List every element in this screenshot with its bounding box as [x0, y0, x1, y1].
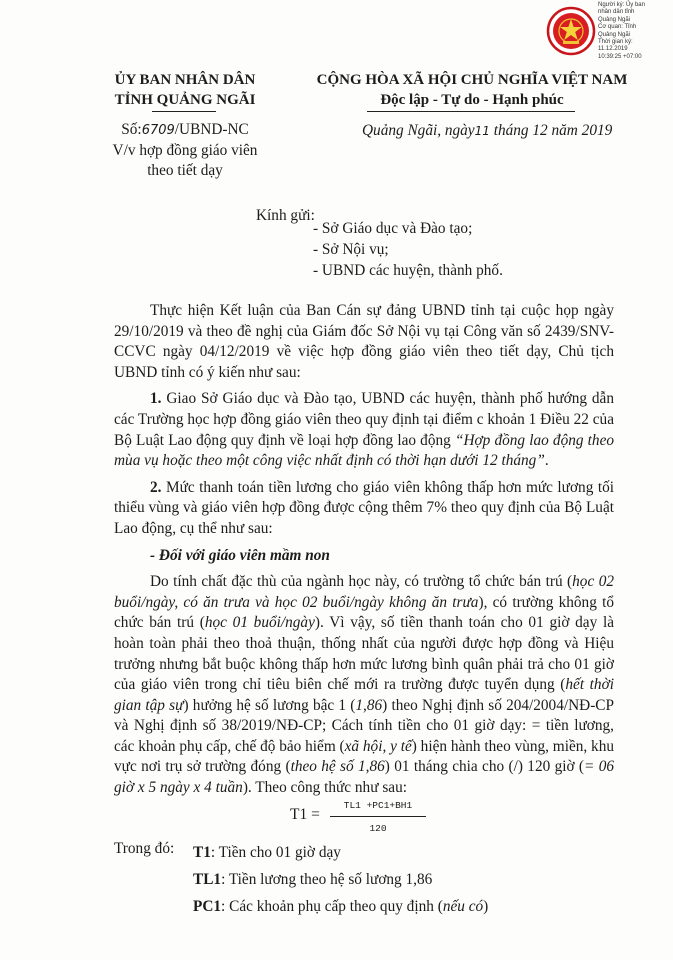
sub-heading: - Đối với giáo viên mầm non	[150, 546, 330, 564]
intro-paragraph: Thực hiện Kết luận của Ban Cán sự đảng UBND tỉnh tại cuộc họp ngày 29/10/2019 và theo đề nghị của Giám đốc Sở Nội vụ tại Công văn số 2439/SNV-CCVC ngày 04/12/2019 về việc hợp đồng giáo viên theo tiết dạy, Chủ tịch UBND tỉnh có ý kiến như sau:	[114, 302, 614, 381]
subject-line-1: V/v hợp đồng giáo viên	[112, 142, 258, 159]
recipient-item: - Sở Nội vụ;	[313, 241, 389, 258]
recipient-item: - Sở Giáo dục và Đào tạo;	[313, 220, 473, 237]
national-motto	[283, 70, 661, 110]
agency-underline	[152, 111, 216, 112]
formula-numerator: TL1 +PC1+BH1	[343, 800, 413, 811]
national-emblem-icon	[546, 6, 596, 56]
signature-line: Quảng Ngãi	[598, 31, 631, 38]
signature-line: Thời gian ký:	[598, 39, 633, 46]
issuing-agency	[90, 70, 280, 110]
document-reference	[100, 120, 270, 181]
paragraph-2: 2. Mức thanh toán tiền lương cho giáo viên không thấp hơn mức lương tối thiểu vùng và giáo viên hợp đồng được cộng thêm 7% theo quy định của Bộ Luật Lao động, cụ thể như sau:	[114, 478, 614, 537]
formula-denominator: 120	[330, 816, 426, 834]
definition-item: PC1: Các khoản phụ cấp theo quy định (nếu có)	[193, 898, 489, 915]
agency-line-1: ỦY BAN NHÂN DÂN	[114, 72, 256, 88]
recipient-item: - UBND các huyện, thành phố.	[313, 262, 503, 279]
signature-line: Cơ quan: Tỉnh	[598, 24, 637, 31]
motto-underline	[367, 111, 575, 112]
definitions-label: Trong đó:	[114, 840, 175, 857]
recipients-label: Kính gửi:	[256, 207, 315, 224]
document-body	[114, 301, 614, 799]
nation-line-1: CỘNG HÒA XÃ HỘI CHỦ NGHĨA VIỆT NAM	[316, 72, 628, 88]
digital-signature-stamp	[598, 2, 670, 61]
document-number: Số:6709/UBND-NC	[121, 121, 249, 138]
paragraph-1: 1. Giao Sở Giáo dục và Đào tạo, UBND các huyện, thành phố hướng dẫn các Trường học hợp đồng giáo viên theo quy định tại điểm c khoản 1 Điều 22 của Bộ Luật Lao động quy định về loại hợp đồng lao động “Hợp đồng lao động theo mùa vụ hoặc theo một công việc nhất định có thời hạn dưới 12 tháng”.	[114, 390, 615, 470]
handwritten-day: 11	[474, 124, 490, 138]
formula-fraction	[330, 800, 426, 834]
nation-line-2: Độc lập - Tự do - Hạnh phúc	[380, 92, 564, 108]
agency-line-2: TỈNH QUẢNG NGÃI	[114, 92, 256, 108]
place-date: Quảng Ngãi, ngày11 tháng 12 năm 2019	[362, 122, 613, 139]
signature-line: nhân dân tỉnh	[598, 9, 635, 16]
signature-line: 11.12.2019	[598, 46, 628, 53]
recipients-list	[313, 218, 503, 281]
formula-lhs: T1 =	[290, 806, 320, 823]
signature-line: Quảng Ngãi	[598, 16, 631, 23]
subject-line-2: theo tiết dạy	[147, 162, 223, 179]
definition-item: T1: Tiền cho 01 giờ dạy	[193, 844, 341, 861]
signature-line: Người ký: Ủy ban	[598, 2, 645, 8]
signature-line: 10:39:25 +07:00	[598, 53, 642, 60]
paragraph-3: Do tính chất đặc thù của ngành học này, có trường tổ chức bán trú (học 02 buổi/ngày, có ăn trưa và học 02 buổi/ngày không ăn trưa), có trường không tổ chức bán trú (học 01 buổi/ngày). Vì vậy, số tiền thanh toán cho 01 giờ dạy là hoàn toàn phải theo thoả thuận, thống nhất của người được hợp đồng và Hiệu trưởng nhưng bắt buộc không thấp hơn mức lương bình quân phải trả cho 01 giờ của giáo viên trong chỉ tiêu biên chế mới ra trường được tuyển dụng (hết thời gian tập sự) hưởng hệ số lương bậc 1 (1,86) theo Nghị định số 204/2004/NĐ-CP và Nghị định số 38/2019/NĐ-CP; Cách tính tiền cho 01 giờ dạy: = tiền lương, các khoản phụ cấp, chế độ bảo hiểm (xã hội, y tế) hiện hành theo vùng, miền, khu vực nơi trụ sở trường đóng (theo hệ số 1,86) 01 tháng chia cho (/) 120 giờ (= 06 giờ x 5 ngày x 4 tuần). Theo công thức như sau:	[114, 573, 615, 797]
definitions-list	[193, 839, 488, 920]
definition-item: TL1: Tiền lương theo hệ số lương 1,86	[193, 871, 433, 888]
handwritten-number: 6709	[141, 123, 175, 138]
